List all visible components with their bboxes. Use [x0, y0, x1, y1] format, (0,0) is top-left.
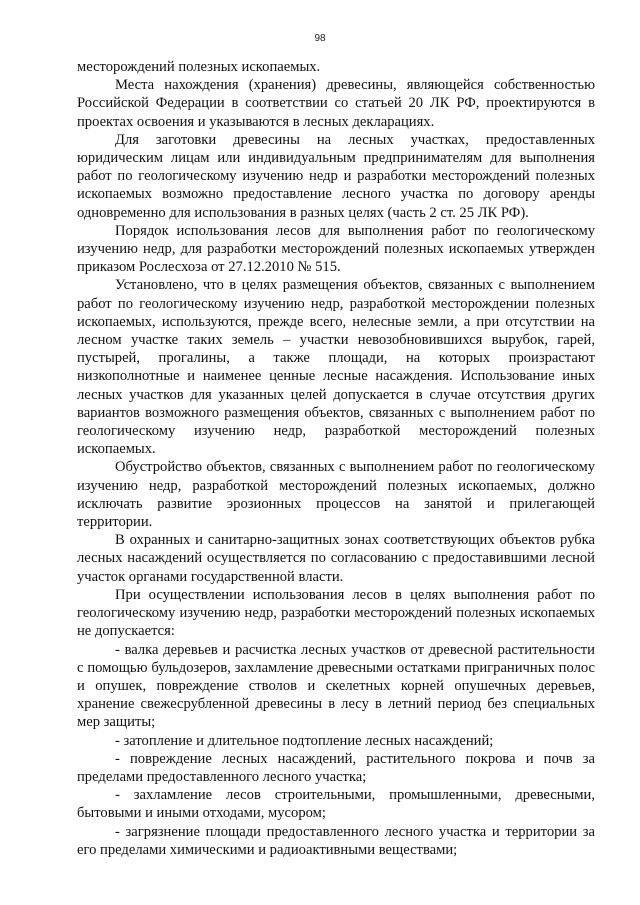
list-item-bulldozer-clearing: - валка деревьев и расчистка лесных участков от древесной растительности с помощью бульдозеров, захламление древесными остатками приграничных полос и опушек, повреждение стволов и скелетных корней опушечных деревьев, хранение свежесрубленной древесины в лесу в летний период без специальных мер защиты;	[77, 641, 595, 731]
list-item-damage-outside: - повреждение лесных насаждений, растительного покрова и почв за пределами предоставленного лесного участка;	[77, 750, 595, 785]
document-body	[77, 58, 595, 859]
list-item-flooding: - затопление и длительное подтопление лесных насаждений;	[115, 732, 494, 749]
paragraph-protection-zones: В охранных и санитарно-защитных зонах соответствующих объектов рубка лесных насаждений осуществляется по согласованию с предоставившими лесной участок органами государственной власти.	[77, 532, 595, 585]
page-number: 98	[314, 33, 326, 44]
paragraph-continuation: месторождений полезных ископаемых.	[77, 59, 321, 75]
paragraph-lease-harvesting: Для заготовки древесины на лесных участках, предоставленных юридическим лицам или индивидуальным предпринимателям для выполнения работ по геологическому изучению недр и разработки месторождений полезных ископаемых возможно предоставление лесного участка по договору аренды одновременно для использования в разных целях (часть 2 ст. 25 ЛК РФ).	[77, 131, 595, 221]
paragraph-prohibitions-intro: При осуществлении использования лесов в целях выполнения работ по геологическому изучению недр, разработки месторождений полезных ископаемых не допускается:	[77, 586, 595, 640]
list-item-littering: - захламление лесов строительными, промышленными, древесными, бытовыми и иными отходами, мусором;	[77, 787, 595, 822]
paragraph-wood-storage: Места нахождения (хранения) древесины, являющейся собственностью Российской Федерации в соответствии со статьей 20 ЛК РФ, проектируются в проектах освоения и указываются в лесных декларациях.	[77, 77, 595, 130]
list-item-contamination: - загрязнение площади предоставленного лесного участка и территории за его пределами химическими и радиоактивными веществами;	[77, 823, 595, 858]
paragraph-procedure-order: Порядок использования лесов для выполнения работ по геологическому изучению недр, для разработки месторождений полезных ископаемых утвержден приказом Рослесхоза от 27.12.2010 № 515.	[77, 222, 595, 276]
paragraph-erosion: Обустройство объектов, связанных с выполнением работ по геологическому изучению недр, разработкой месторождений полезных ископаемых, должно исключать развитие эрозионных процессов на занятой и прилегающей территории.	[77, 459, 595, 531]
paragraph-land-priority: Установлено, что в целях размещения объектов, связанных с выполнением работ по геологическому изучению недр, разработкой месторождении полезных ископаемых, используются, прежде всего, нелесные земли, а при отсутствии на лесном участке таких земель – участки невозобновившихся вырубок, гарей, пустырей, прогалины, а также площади, на которых произрастают низкополнотные и наименее ценные лесные насаждения. Использование иных лесных участков для указанных целей допускается в случае отсутствия других вариантов возможного размещения объектов, связанных с выполнением работ по геологическому изучению недр, разработкой месторождений полезных ископаемых.	[77, 277, 595, 458]
